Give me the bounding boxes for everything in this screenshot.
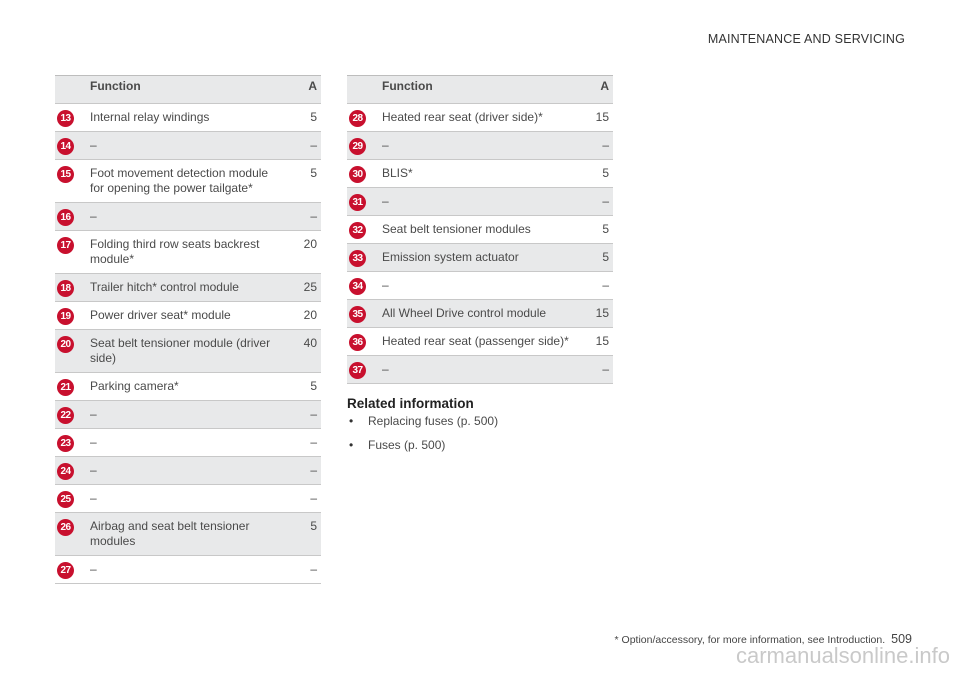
- fuse-amperage: –: [310, 138, 317, 152]
- fuse-function: Seat belt tensioner modules: [382, 222, 531, 236]
- fuse-amperage: –: [310, 562, 317, 576]
- table-row: [55, 274, 321, 302]
- fuse-amperage: 5: [310, 519, 317, 533]
- table-row: [347, 300, 613, 328]
- function-column-header: Function: [382, 79, 433, 93]
- fuse-function: Emission system actuator: [382, 250, 519, 264]
- related-information: [347, 396, 647, 462]
- fuse-number-badge: 17: [57, 237, 74, 254]
- amp-column-header: A: [308, 79, 317, 93]
- fuse-number-badge: 21: [57, 379, 74, 396]
- fuse-function: –: [90, 491, 97, 505]
- table-row: [347, 272, 613, 300]
- table-row: [347, 244, 613, 272]
- fuse-number-badge: 35: [349, 306, 366, 323]
- fuse-amperage: –: [310, 209, 317, 223]
- fuse-amperage: 20: [303, 308, 317, 322]
- fuse-number-badge: 33: [349, 250, 366, 267]
- fuse-number-badge: 23: [57, 435, 74, 452]
- page-number: 509: [891, 632, 912, 646]
- amp-column-header: A: [600, 79, 609, 93]
- fuse-function: Airbag and seat belt tensioner modules: [90, 519, 250, 548]
- table-row: [55, 160, 321, 203]
- fuse-number-badge: 14: [57, 138, 74, 155]
- fuse-amperage: –: [310, 491, 317, 505]
- fuse-number-badge: 16: [57, 209, 74, 226]
- table-row: [55, 330, 321, 373]
- fuse-function: –: [90, 463, 97, 477]
- table-row: [347, 328, 613, 356]
- fuse-number-badge: 36: [349, 334, 366, 351]
- left-rows: [55, 104, 321, 584]
- fuse-function: –: [90, 435, 97, 449]
- fuse-amperage: 5: [310, 110, 317, 124]
- fuse-function: Heated rear seat (driver side)*: [382, 110, 543, 124]
- fuse-number-badge: 34: [349, 278, 366, 295]
- table-header: [347, 76, 613, 104]
- fuse-function: BLIS*: [382, 166, 413, 180]
- fuse-number-badge: 31: [349, 194, 366, 211]
- related-link[interactable]: • Replacing fuses (p. 500): [347, 414, 647, 429]
- table-row: [347, 188, 613, 216]
- fuse-table-left: [55, 75, 321, 584]
- fuse-amperage: 40: [303, 336, 317, 350]
- fuse-function: –: [382, 194, 389, 208]
- table-row: [55, 231, 321, 274]
- table-row: [55, 373, 321, 401]
- fuse-number-badge: 22: [57, 407, 74, 424]
- fuse-number-badge: 25: [57, 491, 74, 508]
- fuse-function: Heated rear seat (passenger side)*: [382, 334, 569, 348]
- right-rows: [347, 104, 613, 384]
- watermark: carmanualsonline.info: [735, 643, 950, 668]
- fuse-function: –: [90, 407, 97, 421]
- table-row: [347, 104, 613, 132]
- section-header: MAINTENANCE AND SERVICING: [707, 32, 905, 46]
- fuse-number-badge: 29: [349, 138, 366, 155]
- fuse-function: Parking camera*: [90, 379, 179, 393]
- related-title: Related information: [347, 396, 474, 411]
- table-row: [55, 513, 321, 556]
- fuse-function: Folding third row seats backrest module*: [90, 237, 260, 266]
- fuse-function: –: [90, 562, 97, 576]
- table-row: [55, 429, 321, 457]
- fuse-amperage: 15: [595, 306, 609, 320]
- fuse-number-badge: 26: [57, 519, 74, 536]
- table-row: [55, 457, 321, 485]
- fuse-amperage: –: [310, 463, 317, 477]
- fuse-number-badge: 37: [349, 362, 366, 379]
- fuse-number-badge: 18: [57, 280, 74, 297]
- fuse-amperage: 5: [310, 166, 317, 180]
- fuse-function: –: [382, 278, 389, 292]
- table-header: [55, 76, 321, 104]
- fuse-number-badge: 30: [349, 166, 366, 183]
- fuse-amperage: 20: [303, 237, 317, 251]
- fuse-function: Seat belt tensioner module (driver side): [90, 336, 271, 365]
- table-row: [55, 203, 321, 231]
- fuse-number-badge: 28: [349, 110, 366, 127]
- fuse-function: –: [382, 138, 389, 152]
- fuse-amperage: –: [602, 362, 609, 376]
- fuse-function: –: [382, 362, 389, 376]
- table-row: [55, 556, 321, 584]
- fuse-amperage: 5: [310, 379, 317, 393]
- fuse-amperage: 15: [595, 334, 609, 348]
- table-row: [55, 104, 321, 132]
- fuse-amperage: 25: [303, 280, 317, 294]
- footnote: * Option/accessory, for more information, see Introduction.: [614, 634, 886, 646]
- fuse-amperage: 5: [602, 166, 609, 180]
- table-row: [55, 302, 321, 330]
- function-column-header: Function: [90, 79, 141, 93]
- fuse-function: All Wheel Drive control module: [382, 306, 547, 320]
- fuse-amperage: 15: [595, 110, 609, 124]
- fuse-number-badge: 20: [57, 336, 74, 353]
- fuse-amperage: 5: [602, 222, 609, 236]
- table-row: [55, 401, 321, 429]
- related-link[interactable]: • Fuses (p. 500): [347, 438, 647, 453]
- fuse-function: –: [90, 138, 97, 152]
- fuse-amperage: –: [310, 407, 317, 421]
- table-row: [347, 356, 613, 384]
- fuse-function: Power driver seat* module: [90, 308, 231, 322]
- related-list: [347, 414, 647, 453]
- fuse-table-right: [347, 75, 613, 384]
- fuse-number-badge: 32: [349, 222, 366, 239]
- table-row: [55, 132, 321, 160]
- fuse-function: Foot movement detection module for opening the power tailgate*: [90, 166, 269, 195]
- table-row: [55, 485, 321, 513]
- fuse-amperage: 5: [602, 250, 609, 264]
- fuse-function: Internal relay windings: [90, 110, 210, 124]
- table-row: [347, 160, 613, 188]
- fuse-amperage: –: [602, 138, 609, 152]
- fuse-number-badge: 13: [57, 110, 74, 127]
- table-row: [347, 132, 613, 160]
- fuse-function: Trailer hitch* control module: [90, 280, 239, 294]
- fuse-number-badge: 19: [57, 308, 74, 325]
- fuse-number-badge: 27: [57, 562, 74, 579]
- fuse-number-badge: 15: [57, 166, 74, 183]
- fuse-amperage: –: [602, 194, 609, 208]
- fuse-amperage: –: [310, 435, 317, 449]
- fuse-amperage: –: [602, 278, 609, 292]
- fuse-number-badge: 24: [57, 463, 74, 480]
- fuse-function: –: [90, 209, 97, 223]
- table-row: [347, 216, 613, 244]
